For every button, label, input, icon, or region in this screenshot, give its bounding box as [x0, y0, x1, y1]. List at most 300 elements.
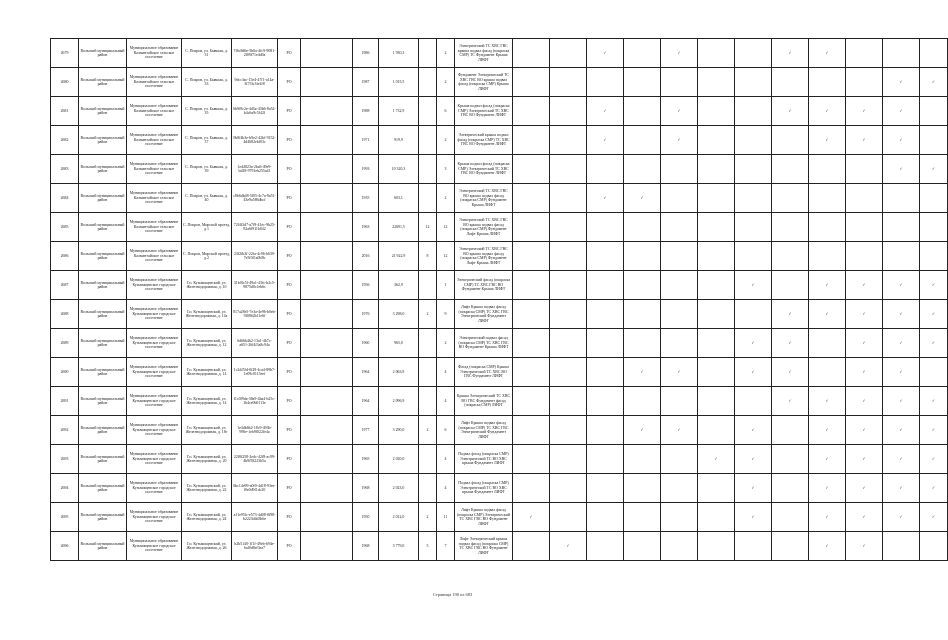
ownership-type-cell: РО — [278, 532, 301, 561]
municipality-cell: Муниципальное образование Калмантайское сельское поселение — [127, 242, 182, 271]
empty-mark-cell — [661, 387, 698, 416]
check-mark-icon: ✓ — [846, 503, 883, 532]
district-cell: Вольский муниципальный район — [79, 242, 127, 271]
empty-mark-cell — [920, 126, 948, 155]
build-year-cell: 1965 — [353, 445, 379, 474]
empty-mark-cell — [698, 358, 735, 387]
empty-mark-cell — [587, 387, 624, 416]
check-mark-icon: ✓ — [883, 68, 920, 97]
house-guid-cell: c8b6db48-5f05-4c7a-9a51-43e9a586dbcf — [232, 184, 278, 213]
check-mark-icon: ✓ — [883, 358, 920, 387]
area-cell: 2 012,0 — [379, 503, 419, 532]
area-cell: 362,9 — [379, 271, 419, 300]
row-number: 2692 — [51, 416, 79, 445]
municipality-cell: Муниципальное образование Кузьмищевское городское поселение — [127, 329, 182, 358]
works-list-cell: Электрический ТС ХВС ГВС крыша подвал фасад (покраска СМР) ТС Фундамент Крыша ЛИФТ — [455, 39, 513, 68]
table-row — [51, 474, 948, 503]
empty-mark-cell — [698, 242, 735, 271]
empty-mark-cell — [550, 329, 587, 358]
area-cell: 2 020,0 — [379, 445, 419, 474]
empty-mark-cell — [772, 155, 809, 184]
works-list-cell: Электрический ТС ХВС ГВС ВО крыша подвал фасад (покраска СМР) Фундамент Лифт Крыша ЛИФТ — [455, 213, 513, 242]
check-mark-icon: ✓ — [920, 503, 948, 532]
area-cell: 2 023,0 — [379, 474, 419, 503]
check-mark-icon: ✓ — [846, 532, 883, 561]
empty-mark-cell — [587, 445, 624, 474]
table-row — [51, 532, 948, 561]
count-b-cell: 2 — [437, 126, 455, 155]
check-mark-icon: ✓ — [846, 445, 883, 474]
house-guid-cell: 9dcc3ac-15e4-47f1-a14a-3f7f3c3fe2f8 — [232, 68, 278, 97]
empty-mark-cell — [624, 39, 661, 68]
count-a-cell: 2 — [419, 503, 437, 532]
empty-mark-cell — [587, 503, 624, 532]
municipality-cell: Муниципальное образование Калмантайское сельское поселение — [127, 39, 182, 68]
empty-mark-cell — [698, 271, 735, 300]
ownership-type-cell: РО — [278, 126, 301, 155]
ownership-type-cell: РО — [278, 242, 301, 271]
check-mark-icon: ✓ — [846, 300, 883, 329]
table-row — [51, 68, 948, 97]
district-cell: Вольский муниципальный район — [79, 416, 127, 445]
check-mark-icon: ✓ — [920, 155, 948, 184]
area-cell: 22691,5 — [379, 213, 419, 242]
count-b-cell: 2 — [437, 39, 455, 68]
empty-mark-cell — [809, 184, 846, 213]
check-mark-icon: ✓ — [846, 416, 883, 445]
ownership-type-cell: РО — [278, 68, 301, 97]
row-number: 2685 — [51, 213, 79, 242]
empty-mark-cell — [513, 271, 550, 300]
house-guid-cell: 6d66b4b2-13a1-4b7c-a651-26f4f3a8c94a — [232, 329, 278, 358]
check-mark-icon: ✓ — [661, 39, 698, 68]
empty-mark-cell — [587, 329, 624, 358]
empty-mark-cell — [550, 445, 587, 474]
empty-mark-cell — [698, 126, 735, 155]
empty-mark-cell — [883, 213, 920, 242]
build-year-cell: 1993 — [353, 155, 379, 184]
empty-mark-cell — [735, 300, 772, 329]
check-mark-icon: ✓ — [661, 126, 698, 155]
municipality-cell: Муниципальное образование Калмантайское сельское поселение — [127, 213, 182, 242]
check-mark-icon: ✓ — [883, 155, 920, 184]
count-a-cell — [419, 271, 437, 300]
table-row — [51, 358, 948, 387]
check-mark-icon: ✓ — [809, 503, 846, 532]
area-cell: 3 298,0 — [379, 300, 419, 329]
empty-mark-cell — [661, 445, 698, 474]
check-mark-icon: ✓ — [772, 39, 809, 68]
house-guid-cell: 1ed4823a-2ba6-49e9-bd28-9791eb255a41 — [232, 155, 278, 184]
empty-mark-cell — [587, 155, 624, 184]
empty-mark-cell — [735, 387, 772, 416]
check-mark-icon: ✓ — [735, 271, 772, 300]
municipality-cell: Муниципальное образование Кузьмищевское городское поселение — [127, 271, 182, 300]
blank-cell — [301, 39, 353, 68]
row-number: 2693 — [51, 445, 79, 474]
empty-mark-cell — [846, 184, 883, 213]
empty-mark-cell — [920, 213, 948, 242]
empty-mark-cell — [809, 155, 846, 184]
check-mark-icon: ✓ — [772, 387, 809, 416]
house-guid-cell: 0b8f4b3e-b9e2-42bf-9152-4d4682ebf03c — [232, 126, 278, 155]
empty-mark-cell — [513, 329, 550, 358]
table-row — [51, 329, 948, 358]
empty-mark-cell — [735, 126, 772, 155]
empty-mark-cell — [772, 213, 809, 242]
address-cell: Г.п. Кузьмищевский, ул. Железнодорожная, д. 14 — [182, 358, 232, 387]
area-cell: 3 290,0 — [379, 416, 419, 445]
area-cell: 21 922,9 — [379, 242, 419, 271]
district-cell: Вольский муниципальный район — [79, 155, 127, 184]
count-b-cell: 4 — [437, 387, 455, 416]
count-b-cell: 12 — [437, 213, 455, 242]
address-cell: Г.п. Кузьмищевский, ул. Железнодорожная, д. 22 — [182, 474, 232, 503]
count-a-cell — [419, 184, 437, 213]
blank-cell — [301, 329, 353, 358]
address-cell: Г.п. Кузьмищевский, ул. Железнодорожная, д. 14а — [182, 300, 232, 329]
area-cell: 965,0 — [379, 329, 419, 358]
ownership-type-cell: РО — [278, 358, 301, 387]
empty-mark-cell — [624, 68, 661, 97]
build-year-cell: 1987 — [353, 68, 379, 97]
empty-mark-cell — [587, 213, 624, 242]
district-cell: Вольский муниципальный район — [79, 532, 127, 561]
empty-mark-cell — [772, 271, 809, 300]
build-year-cell: 1986 — [353, 39, 379, 68]
table-row — [51, 416, 948, 445]
table-row — [51, 503, 948, 532]
house-guid-cell: 7f6c8d6e-5b0a-4fc9-9081-2f09f71e4d0a — [232, 39, 278, 68]
check-mark-icon: ✓ — [809, 97, 846, 126]
check-mark-icon: ✓ — [735, 358, 772, 387]
empty-mark-cell — [513, 39, 550, 68]
empty-mark-cell — [661, 474, 698, 503]
count-b-cell: 4 — [437, 445, 455, 474]
blank-cell — [301, 503, 353, 532]
check-mark-icon: ✓ — [772, 358, 809, 387]
works-list-cell: Фасад (покраска СМР) Крыша Электрический ТС ХВС ВО ГВС Фундамент ЛИФТ — [455, 358, 513, 387]
empty-mark-cell — [920, 532, 948, 561]
empty-mark-cell — [920, 242, 948, 271]
blank-cell — [301, 97, 353, 126]
page-number: Страница 190 из 683 — [432, 592, 473, 597]
check-mark-icon: ✓ — [846, 387, 883, 416]
empty-mark-cell — [735, 39, 772, 68]
check-mark-icon: ✓ — [513, 503, 550, 532]
build-year-cell: 1960 — [353, 329, 379, 358]
empty-mark-cell — [513, 184, 550, 213]
area-cell: 2 096,9 — [379, 387, 419, 416]
municipality-cell: Муниципальное образование Кузьмищевское городское поселение — [127, 445, 182, 474]
empty-mark-cell — [809, 242, 846, 271]
district-cell: Вольский муниципальный район — [79, 503, 127, 532]
district-cell: Вольский муниципальный район — [79, 184, 127, 213]
build-year-cell: 1956 — [353, 271, 379, 300]
count-a-cell — [419, 126, 437, 155]
empty-mark-cell — [550, 213, 587, 242]
check-mark-icon: ✓ — [809, 39, 846, 68]
table-row — [51, 213, 948, 242]
empty-mark-cell — [661, 155, 698, 184]
empty-mark-cell — [550, 300, 587, 329]
check-mark-icon: ✓ — [883, 445, 920, 474]
check-mark-icon: ✓ — [624, 416, 661, 445]
empty-mark-cell — [624, 300, 661, 329]
build-year-cell: 1971 — [353, 126, 379, 155]
count-a-cell: 2 — [419, 300, 437, 329]
check-mark-icon: ✓ — [661, 416, 698, 445]
works-list-cell: Подвал фасад (покраска СМР) Электрический ТС ВО ХВС крыша Фундамент ЛИФТ — [455, 474, 513, 503]
count-a-cell — [419, 474, 437, 503]
check-mark-icon: ✓ — [661, 97, 698, 126]
check-mark-icon: ✓ — [587, 184, 624, 213]
empty-mark-cell — [735, 213, 772, 242]
empty-mark-cell — [624, 126, 661, 155]
empty-mark-cell — [550, 39, 587, 68]
empty-mark-cell — [624, 387, 661, 416]
empty-mark-cell — [698, 474, 735, 503]
works-list-cell: Электрический крыша подвал фасад (покраска СМР) ТС ХВС ГВС ВО Фундамент ЛИФТ — [455, 126, 513, 155]
count-b-cell: 2 — [437, 184, 455, 213]
empty-mark-cell — [920, 97, 948, 126]
row-number: 2682 — [51, 126, 79, 155]
count-a-cell — [419, 68, 437, 97]
check-mark-icon: ✓ — [920, 387, 948, 416]
empty-mark-cell — [624, 445, 661, 474]
empty-mark-cell — [513, 97, 550, 126]
empty-mark-cell — [920, 184, 948, 213]
build-year-cell: 1950 — [353, 503, 379, 532]
housing-register-table — [50, 38, 948, 561]
empty-mark-cell — [513, 416, 550, 445]
row-number: 2688 — [51, 300, 79, 329]
row-number: 2684 — [51, 184, 79, 213]
empty-mark-cell — [550, 474, 587, 503]
row-number: 2694 — [51, 474, 79, 503]
check-mark-icon: ✓ — [846, 271, 883, 300]
empty-mark-cell — [624, 213, 661, 242]
empty-mark-cell — [587, 358, 624, 387]
empty-mark-cell — [513, 358, 550, 387]
build-year-cell: 1988 — [353, 97, 379, 126]
row-number: 2686 — [51, 242, 79, 271]
build-year-cell: 1968 — [353, 532, 379, 561]
empty-mark-cell — [883, 184, 920, 213]
check-mark-icon: ✓ — [772, 329, 809, 358]
district-cell: Вольский муниципальный район — [79, 300, 127, 329]
count-b-cell: 3 — [437, 155, 455, 184]
address-cell: Г.п. Кузьмищевский, ул. Железнодорожная, д. 10 — [182, 271, 232, 300]
ownership-type-cell: РО — [278, 416, 301, 445]
works-list-cell: Крыша подвал фасад (покраска СМР) Электрический ТС ХВС ГВС ВО Фундамент ЛИФТ — [455, 155, 513, 184]
municipality-cell: Муниципальное образование Калмантайское сельское поселение — [127, 97, 182, 126]
empty-mark-cell — [624, 532, 661, 561]
build-year-cell: 1935 — [353, 184, 379, 213]
row-number: 2691 — [51, 387, 79, 416]
empty-mark-cell — [661, 503, 698, 532]
address-cell: С. Покров, ул. Бывшая, д. 33 — [182, 68, 232, 97]
municipality-cell: Муниципальное образование Калмантайское сельское поселение — [127, 184, 182, 213]
check-mark-icon: ✓ — [846, 358, 883, 387]
district-cell: Вольский муниципальный район — [79, 68, 127, 97]
ownership-type-cell: РО — [278, 474, 301, 503]
empty-mark-cell — [809, 213, 846, 242]
house-guid-cell: 23f2fb3f-22fa-4c96-b639-7e5f0f1a0b5b — [232, 242, 278, 271]
count-a-cell — [419, 358, 437, 387]
address-cell: С. Покров, Мирской проезд, д.1 — [182, 213, 232, 242]
empty-mark-cell — [772, 242, 809, 271]
municipality-cell: Муниципальное образование Кузьмищевское городское поселение — [127, 300, 182, 329]
table-row — [51, 155, 948, 184]
check-mark-icon: ✓ — [920, 474, 948, 503]
municipality-cell: Муниципальное образование Калмантайское сельское поселение — [127, 126, 182, 155]
blank-cell — [301, 68, 353, 97]
address-cell: Г.п. Кузьмищевский, ул. Железнодорожная, д. 20 — [182, 445, 232, 474]
house-guid-cell: b2b5140-1f1f-49eb-b94e-6af0d8ef3ea7 — [232, 532, 278, 561]
ownership-type-cell: РО — [278, 271, 301, 300]
empty-mark-cell — [587, 474, 624, 503]
ownership-type-cell: РО — [278, 329, 301, 358]
works-list-cell: Электрический ТС ХВС ГВС ВО крыша подвал фасад (покраска СМР) Фундамент Крыша ЛИФТ — [455, 184, 513, 213]
row-number: 2695 — [51, 503, 79, 532]
empty-mark-cell — [624, 155, 661, 184]
empty-mark-cell — [550, 126, 587, 155]
check-mark-icon: ✓ — [735, 474, 772, 503]
empty-mark-cell — [772, 184, 809, 213]
empty-mark-cell — [550, 68, 587, 97]
empty-mark-cell — [661, 213, 698, 242]
register-table-page — [50, 38, 936, 608]
municipality-cell: Муниципальное образование Калмантайское сельское поселение — [127, 68, 182, 97]
empty-mark-cell — [513, 213, 550, 242]
blank-cell — [301, 155, 353, 184]
empty-mark-cell — [550, 387, 587, 416]
count-b-cell: 7 — [437, 532, 455, 561]
area-cell: 1 015,5 — [379, 68, 419, 97]
house-guid-cell: 6b9f8c2e-4d5a-43b6-8a52-b4c6a9c5f42f — [232, 97, 278, 126]
blank-cell — [301, 184, 353, 213]
count-a-cell: 2 — [419, 416, 437, 445]
count-a-cell: 8 — [419, 242, 437, 271]
count-b-cell: 2 — [437, 68, 455, 97]
empty-mark-cell — [513, 242, 550, 271]
empty-mark-cell — [698, 97, 735, 126]
works-list-cell: Фундамент Электрический ТС ХВС ГВС ВО крыша подвал фасад (покраска СМР) Крыша ЛИФТ — [455, 68, 513, 97]
area-cell: 1 930,3 — [379, 39, 419, 68]
house-guid-cell: 817a28e5-7e3a-4e96-b0eb-9f0862b11e6f — [232, 300, 278, 329]
area-cell: 1 732,9 — [379, 97, 419, 126]
empty-mark-cell — [550, 358, 587, 387]
check-mark-icon: ✓ — [920, 416, 948, 445]
empty-mark-cell — [698, 503, 735, 532]
empty-mark-cell — [846, 68, 883, 97]
count-b-cell: 6 — [437, 97, 455, 126]
house-guid-cell: 31b0fc5f-49a1-43fc-b2c5-9875d0c1eb6c — [232, 271, 278, 300]
empty-mark-cell — [698, 68, 735, 97]
district-cell: Вольский муниципальный район — [79, 387, 127, 416]
empty-mark-cell — [513, 68, 550, 97]
check-mark-icon: ✓ — [735, 416, 772, 445]
house-guid-cell: 22f8f258-2edc-42f8-ac99-4b9f58223b5a — [232, 445, 278, 474]
check-mark-icon: ✓ — [920, 68, 948, 97]
check-mark-icon: ✓ — [809, 416, 846, 445]
district-cell: Вольский муниципальный район — [79, 97, 127, 126]
empty-mark-cell — [698, 184, 735, 213]
count-b-cell: 2 — [437, 329, 455, 358]
empty-mark-cell — [809, 68, 846, 97]
build-year-cell: 1963 — [353, 213, 379, 242]
address-cell: С. Покров, ул. Бывшая, д. 31 — [182, 39, 232, 68]
empty-mark-cell — [698, 532, 735, 561]
row-number: 2683 — [51, 155, 79, 184]
table-row — [51, 300, 948, 329]
ownership-type-cell: РО — [278, 503, 301, 532]
empty-mark-cell — [772, 416, 809, 445]
check-mark-icon: ✓ — [883, 126, 920, 155]
empty-mark-cell — [735, 242, 772, 271]
empty-mark-cell — [846, 39, 883, 68]
empty-mark-cell — [550, 503, 587, 532]
table-row — [51, 39, 948, 68]
works-list-cell: Электрический ТС ХВС ГВС ВО крыша подвал фасад (покраска СМР) Фундамент Лифт Крыша ЛИФТ — [455, 242, 513, 271]
municipality-cell: Муниципальное образование Кузьмищевское городское поселение — [127, 416, 182, 445]
check-mark-icon: ✓ — [920, 271, 948, 300]
count-a-cell — [419, 329, 437, 358]
blank-cell — [301, 126, 353, 155]
municipality-cell: Муниципальное образование Кузьмищевское городское поселение — [127, 474, 182, 503]
blank-cell — [301, 300, 353, 329]
row-number: 2680 — [51, 68, 79, 97]
check-mark-icon: ✓ — [883, 387, 920, 416]
address-cell: Г.п. Кузьмищевский, ул. Железнодорожная, д. 18г — [182, 416, 232, 445]
row-number: 2696 — [51, 532, 79, 561]
build-year-cell: 1968 — [353, 474, 379, 503]
empty-mark-cell — [846, 213, 883, 242]
empty-mark-cell — [772, 68, 809, 97]
ownership-type-cell: РО — [278, 184, 301, 213]
ownership-type-cell: РО — [278, 39, 301, 68]
blank-cell — [301, 416, 353, 445]
blank-cell — [301, 387, 353, 416]
municipality-cell: Муниципальное образование Кузьмищевское городское поселение — [127, 532, 182, 561]
count-a-cell: 12 — [419, 213, 437, 242]
check-mark-icon: ✓ — [883, 329, 920, 358]
count-b-cell: 9 — [437, 300, 455, 329]
empty-mark-cell — [513, 155, 550, 184]
empty-mark-cell — [698, 387, 735, 416]
check-mark-icon: ✓ — [809, 445, 846, 474]
empty-mark-cell — [587, 300, 624, 329]
empty-mark-cell — [513, 474, 550, 503]
check-mark-icon: ✓ — [809, 300, 846, 329]
count-b-cell: 12 — [437, 242, 455, 271]
empty-mark-cell — [513, 532, 550, 561]
blank-cell — [301, 445, 353, 474]
check-mark-icon: ✓ — [809, 271, 846, 300]
address-cell: Г.п. Кузьмищевский, ул. Железнодорожная, д. 14 — [182, 387, 232, 416]
empty-mark-cell — [661, 300, 698, 329]
check-mark-icon: ✓ — [809, 126, 846, 155]
check-mark-icon: ✓ — [846, 97, 883, 126]
empty-mark-cell — [587, 532, 624, 561]
empty-mark-cell — [883, 532, 920, 561]
empty-mark-cell — [661, 329, 698, 358]
empty-mark-cell — [624, 474, 661, 503]
empty-mark-cell — [550, 155, 587, 184]
house-guid-cell: 72f4f3d7-a7f9-41ec-9b25-82a6f911b042 — [232, 213, 278, 242]
district-cell: Вольский муниципальный район — [79, 126, 127, 155]
